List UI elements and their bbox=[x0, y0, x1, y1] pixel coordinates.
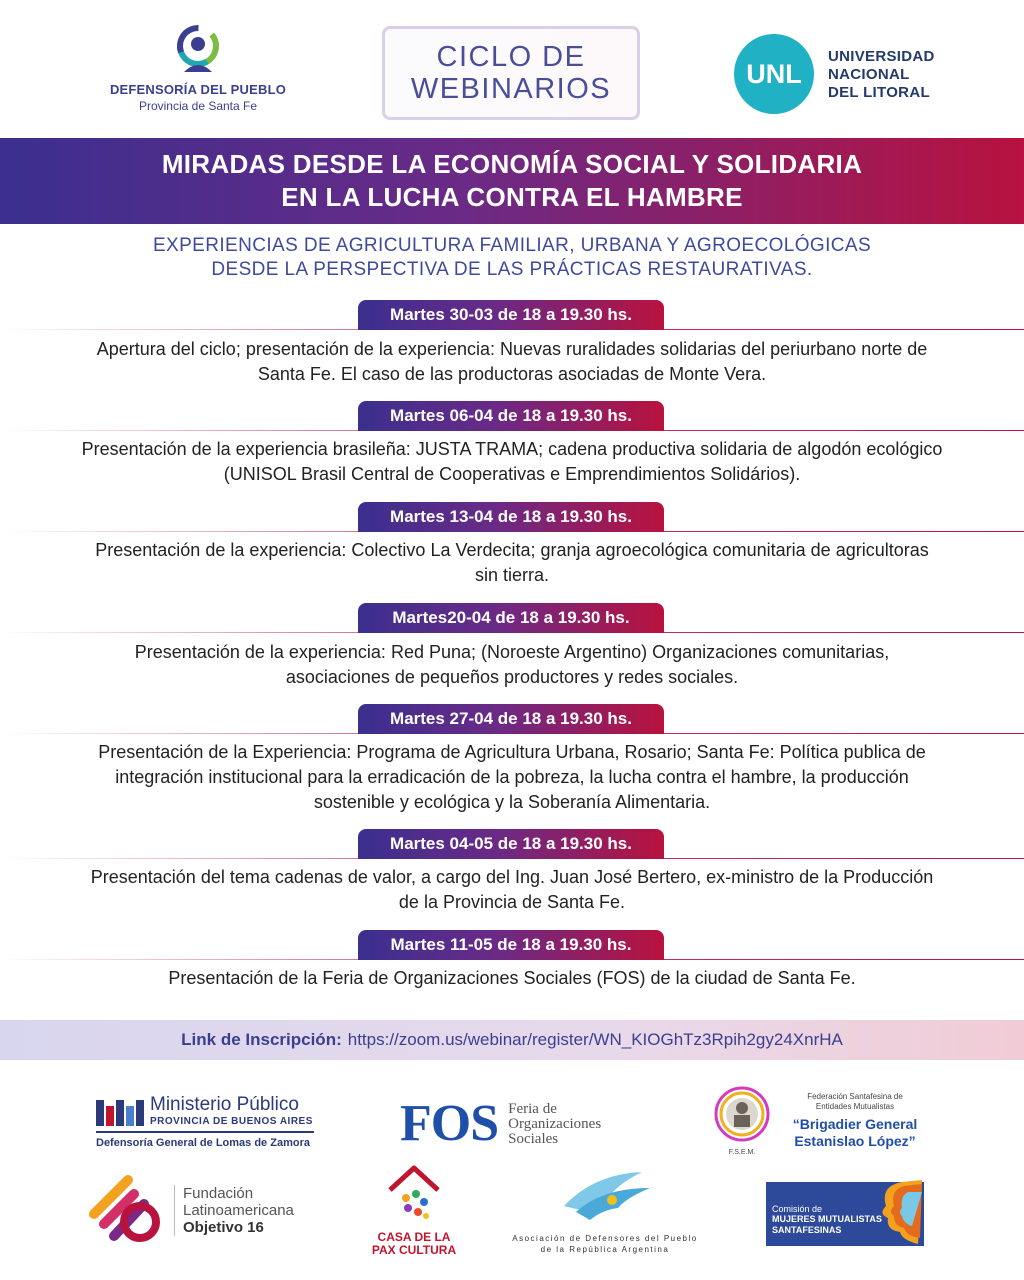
session-description bbox=[30, 640, 994, 690]
session-description bbox=[30, 740, 994, 815]
fsem-header-2: Entidades Mutualistas bbox=[815, 1102, 895, 1111]
adp-line-1: Asociación de Defensores del Pueblo bbox=[512, 1234, 698, 1243]
registration-link-bar bbox=[0, 1020, 1024, 1060]
defensoria-name: DEFENSORÍA DEL PUEBLO bbox=[109, 82, 287, 97]
casa-line-1: CASA DE LA bbox=[377, 1230, 451, 1244]
session-desc-line: Presentación de la Feria de Organizaciones Sociales (FOS) de la ciudad de Santa Fe. bbox=[168, 968, 856, 988]
session-date-pill: Martes 06-04 de 18 a 19.30 hs. bbox=[358, 401, 664, 431]
fundacion-line-1: Fundación bbox=[183, 1184, 254, 1202]
fsem-name-2: Estanislao López” bbox=[794, 1133, 916, 1149]
casa-pax-logo bbox=[368, 1162, 460, 1257]
woman-profile-icon bbox=[872, 1180, 922, 1246]
fsem-tag: F.S.E.M. bbox=[728, 1149, 756, 1156]
session-desc-line: sin tierra. bbox=[474, 565, 550, 585]
ministerio-province: PROVINCIA DE BUENOS AIRES bbox=[150, 1116, 313, 1127]
subtitle bbox=[0, 234, 1024, 282]
ciclo-line-1: CICLO DE bbox=[436, 41, 586, 73]
session-date-pill: Martes 11-05 de 18 a 19.30 hs. bbox=[358, 930, 664, 960]
fsem-header-1: Federación Santafesina de bbox=[807, 1092, 903, 1101]
session-desc-line: integración institucional para la erradicación de la pobreza, la lucha contra el hambre, la producción bbox=[115, 767, 909, 787]
ministerio-emblem-icon bbox=[96, 1096, 144, 1126]
fos-line-3: Sociales bbox=[508, 1130, 559, 1147]
mm-line-3: SANTAFESINAS bbox=[772, 1225, 842, 1235]
ministerio-title: Ministerio Público bbox=[150, 1094, 299, 1115]
subtitle-line-1: EXPERIENCIAS DE AGRICULTURA FAMILIAR, URBANA Y AGROECOLÓGICAS bbox=[152, 235, 872, 256]
casa-line-2: PAX CULTURA bbox=[371, 1243, 457, 1257]
unl-line-3: DEL LITORAL bbox=[828, 84, 930, 101]
defensoria-emblem-icon bbox=[168, 24, 228, 76]
session-date-pill: Martes 30-03 de 18 a 19.30 hs. bbox=[358, 300, 664, 330]
fundacion-16-icon bbox=[88, 1174, 164, 1246]
fos-acronym: FOS bbox=[400, 1095, 499, 1152]
session-desc-line: Santa Fe. El caso de las productoras asociadas de Monte Vera. bbox=[257, 364, 767, 384]
session-date-pill: Martes20-04 de 18 a 19.30 hs. bbox=[358, 603, 664, 633]
fundacion-logo bbox=[88, 1174, 294, 1246]
unl-short: UNL bbox=[746, 58, 802, 89]
registration-link[interactable]: https://zoom.us/webinar/register/WN_KIOGhTz3Rpih2gy24XnrHA bbox=[347, 1030, 843, 1049]
unl-name bbox=[828, 48, 935, 102]
defensoria-province: Provincia de Santa Fe bbox=[138, 99, 258, 113]
adp-line-2: de la República Argentina bbox=[540, 1245, 670, 1254]
session-desc-line: Presentación de la experiencia: Colectivo La Verdecita; granja agroecológica comunitaria de agricultoras bbox=[95, 540, 929, 560]
fundacion-line-2: Latinoamericana bbox=[183, 1201, 294, 1219]
ciclo-line-2: WEBINARIOS bbox=[410, 73, 612, 105]
session-description bbox=[30, 437, 994, 487]
session-description bbox=[30, 865, 994, 915]
fsem-logo bbox=[710, 1086, 930, 1156]
registration-link-label: Link de Inscripción: bbox=[181, 1030, 342, 1049]
fos-line-2: Organizaciones bbox=[508, 1115, 602, 1132]
session-desc-line: Presentación de la Experiencia: Programa de Agricultura Urbana, Rosario; Santa Fe: Política publica de bbox=[98, 742, 926, 762]
session-desc-line: sostenible y ecológica y la Soberanía Alimentaria. bbox=[313, 792, 711, 812]
fos-line-1: Feria de bbox=[508, 1100, 557, 1117]
session-date-pill: Martes 13-04 de 18 a 19.30 hs. bbox=[358, 502, 664, 532]
session-date-pill: Martes 04-05 de 18 a 19.30 hs. bbox=[358, 829, 664, 859]
session-desc-line: asociaciones de pequeños productores y redes sociales. bbox=[285, 667, 739, 687]
mujeres-mutualistas-logo bbox=[766, 1182, 924, 1246]
session-desc-line: Apertura del ciclo; presentación de la experiencia: Nuevas ruralidades solidarias del periurbano norte de bbox=[96, 339, 928, 359]
subtitle-line-2: DESDE LA PERSPECTIVA DE LAS PRÁCTICAS RESTAURATIVAS. bbox=[211, 259, 813, 280]
main-title-line-1: MIRADAS DESDE LA ECONOMÍA SOCIAL Y SOLIDARIA bbox=[161, 149, 863, 179]
adp-flag-icon bbox=[510, 1166, 700, 1228]
house-icon bbox=[386, 1162, 442, 1226]
session-description bbox=[30, 337, 994, 387]
session-desc-line: de la Provincia de Santa Fe. bbox=[398, 892, 626, 912]
session-date-pill: Martes 27-04 de 18 a 19.30 hs. bbox=[358, 704, 664, 734]
ministerio-publico-logo bbox=[96, 1094, 314, 1149]
unl-logo bbox=[734, 34, 814, 114]
session-description bbox=[30, 538, 994, 588]
main-title-band bbox=[0, 138, 1024, 224]
ministerio-divider bbox=[96, 1131, 314, 1133]
ciclo-webinarios-box bbox=[382, 26, 640, 120]
session-desc-line: Presentación del tema cadenas de valor, a cargo del Ing. Juan José Bertero, ex-ministro de la Producción bbox=[90, 867, 934, 887]
fundacion-line-3: Objetivo 16 bbox=[183, 1218, 264, 1236]
header bbox=[0, 0, 1024, 138]
session-desc-line: Presentación de la experiencia brasileña: JUSTA TRAMA; cadena productiva solidaria de algodón ecológico bbox=[81, 439, 943, 459]
mm-line-2: MUJERES MUTUALISTAS bbox=[772, 1214, 882, 1224]
fsem-name-1: “Brigadier General bbox=[792, 1116, 918, 1132]
adp-logo bbox=[510, 1166, 700, 1255]
session-desc-line: (UNISOL Brasil Central de Cooperativas e Emprendimientos Solidários). bbox=[223, 464, 801, 484]
unl-line-2: NACIONAL bbox=[828, 66, 910, 83]
session-desc-line: Presentación de la experiencia: Red Puna; (Noroeste Argentino) Organizaciones comunitarias, bbox=[134, 642, 890, 662]
defensoria-logo bbox=[108, 24, 288, 113]
session-description bbox=[30, 966, 994, 991]
ministerio-defensoria: Defensoría General de Lomas de Zamora bbox=[96, 1137, 310, 1149]
fos-logo bbox=[400, 1095, 602, 1152]
main-title-line-2: EN LA LUCHA CONTRA EL HAMBRE bbox=[281, 182, 743, 212]
mm-line-1: Comisión de bbox=[772, 1204, 823, 1214]
fsem-emblem-icon bbox=[710, 1086, 774, 1144]
unl-line-1: UNIVERSIDAD bbox=[828, 48, 935, 65]
